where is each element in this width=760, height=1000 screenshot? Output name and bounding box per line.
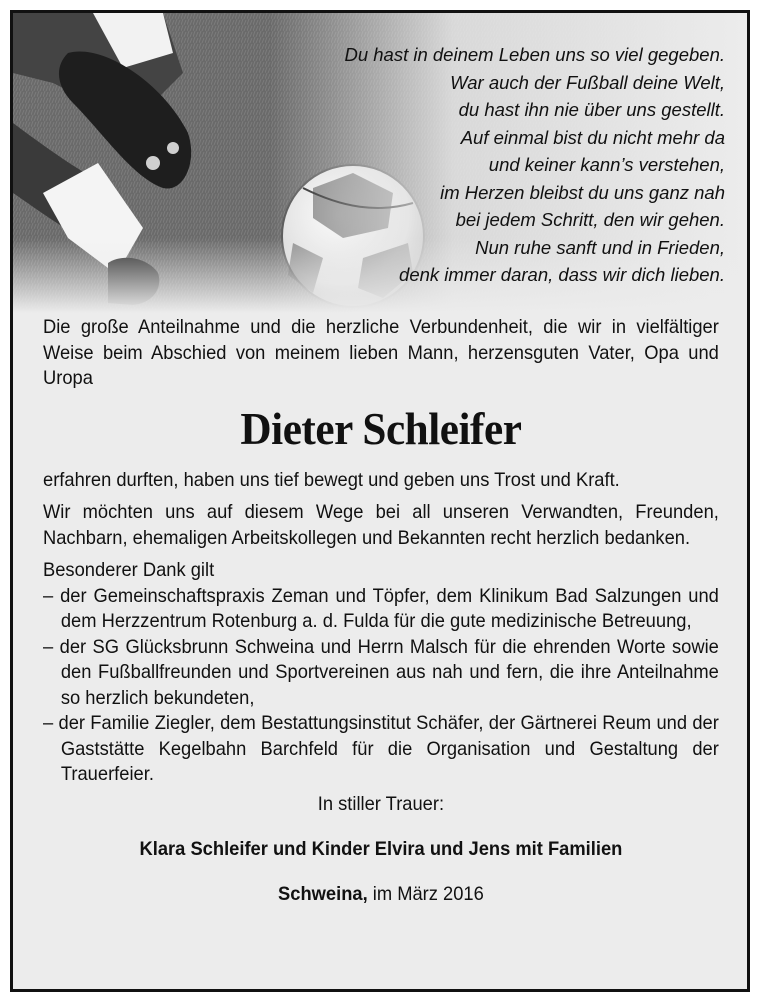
special-item: – der Gemeinschaftspraxis Zeman und Töpfer, dem Klinikum Bad Salzungen und dem Herzzentrum Rotenburg a. d. Fulda für die gute medizinische Betreuung, bbox=[43, 584, 719, 632]
poem-line: War auch der Fußball deine Welt, bbox=[450, 71, 725, 93]
after-name-paragraph: erfahren durften, haben uns tief bewegt und geben uns Trost und Kraft. bbox=[43, 468, 620, 491]
poem-line: du hast ihn nie über uns gestellt. bbox=[458, 99, 725, 120]
intro-paragraph: Die große Anteilnahme und die herzliche Verbundenheit, die wir in vielfältiger Weise beim Abschied von meinem lieben Mann, herzensguten Vater, Opa und Uropa bbox=[43, 316, 719, 389]
special-heading: Besonderer Dank gilt bbox=[43, 559, 215, 581]
poem-line: denk immer daran, dass wir dich lieben. bbox=[399, 264, 725, 285]
poem-line: Nun ruhe sanft und in Frieden, bbox=[475, 236, 725, 258]
poem-line: bei jedem Schritt, den wir gehen. bbox=[455, 209, 725, 230]
place-date-line bbox=[43, 882, 719, 908]
poem-line: Du hast in deinem Leben uns so viel gegeben. bbox=[344, 44, 725, 65]
mourning-line: In stiller Trauer: bbox=[317, 792, 445, 815]
special-item: – der SG Glücksbrunn Schweina und Herrn Malsch für die ehrenden Worte sowie den Fußballfreunden und Sportvereinen aus nah und fern, die ihre Anteilnahme so herzlich bekundeten, bbox=[43, 635, 719, 709]
special-item: – der Familie Ziegler, dem Bestattungsinstitut Schäfer, der Gärtnerei Reum und der Gaststätte Kegelbahn Barchfeld für die Organisation und Gestaltung der Trauerfeier. bbox=[43, 712, 719, 785]
obituary-text bbox=[43, 315, 719, 927]
thanks-paragraph: Wir möchten uns auf diesem Wege bei all unseren Verwandten, Freunden, Nachbarn, ehemaligen Arbeitskollegen und Bekannten recht herzlich bedanken. bbox=[43, 501, 719, 549]
place: Schweina, bbox=[278, 882, 368, 905]
date: im März 2016 bbox=[372, 882, 484, 905]
family-signature: Klara Schleifer und Kinder Elvira und Jens mit Familien bbox=[139, 837, 623, 860]
obituary-frame bbox=[10, 10, 750, 992]
memorial-poem bbox=[344, 41, 725, 289]
deceased-name: Dieter Schleifer bbox=[240, 402, 522, 454]
poem-line: und keiner kann’s verstehen, bbox=[488, 154, 725, 175]
poem-line: Auf einmal bist du nicht mehr da bbox=[460, 126, 725, 148]
poem-line: im Herzen bleibst du uns ganz nah bbox=[440, 181, 725, 203]
